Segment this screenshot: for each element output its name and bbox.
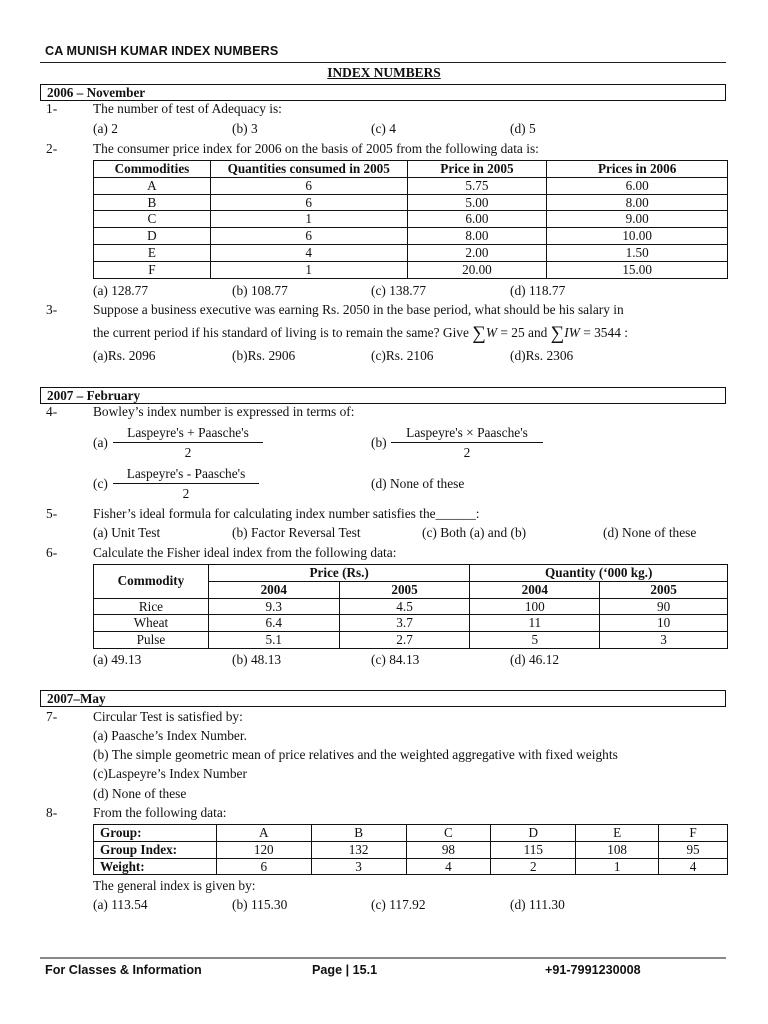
table-cell: 6 (210, 194, 407, 211)
table-cell: D (94, 228, 211, 245)
question-text: Fisher’s ideal formula for calculating index number satisfies the______: (93, 506, 480, 521)
table-row (94, 244, 728, 261)
sigma-symbol: ∑ (550, 323, 565, 344)
question-followup-text: The general index is given by: (93, 878, 256, 893)
table-row (94, 177, 728, 194)
table-cell: 3.7 (339, 615, 470, 632)
table-cell: Pulse (94, 632, 209, 649)
footer-info: For Classes & Information (45, 963, 202, 977)
question-number: 2- (46, 141, 58, 156)
table-cell: 15.00 (547, 261, 728, 278)
table-cell: Wheat (94, 615, 209, 632)
option-d: (d)Rs. 2306 (510, 348, 574, 363)
fraction-denominator: 2 (182, 486, 190, 501)
table-cell: 115 (491, 841, 576, 858)
option-d: (d) None of these (371, 476, 465, 491)
option-b: (b) 115.30 (232, 897, 288, 912)
table-header-cell: 2004 (208, 581, 339, 598)
page-header: CA MUNISH KUMAR INDEX NUMBERS (45, 44, 279, 58)
table-cell: A (94, 177, 211, 194)
option-a: (a) 49.13 (93, 652, 142, 667)
table-row (94, 632, 728, 649)
question-number: 3- (46, 302, 58, 317)
option-c: (c)Laspeyre’s Index Number (93, 766, 247, 781)
option-a-fraction (113, 425, 263, 461)
page-number: Page | 15.1 (312, 963, 378, 977)
header-divider (40, 62, 726, 63)
option-d: (d) None of these (603, 525, 697, 540)
question-number: 4- (46, 404, 58, 419)
question-text: The number of test of Adequacy is: (93, 101, 282, 116)
option-a: (a) 2 (93, 121, 118, 136)
group-index-table (93, 824, 728, 875)
formula-value: = 25 and (497, 325, 551, 340)
section-header-2007-february: 2007 – February (40, 387, 726, 404)
option-b: (b) The simple geometric mean of price relatives and the weighted aggregative with fixed weights (93, 747, 618, 762)
table-cell: 10 (600, 615, 728, 632)
table-cell: 9.00 (547, 211, 728, 228)
option-b: (b) Factor Reversal Test (232, 525, 361, 540)
table-header-row (94, 565, 728, 582)
table-cell: 1 (210, 211, 407, 228)
table-cell: C (94, 211, 211, 228)
option-d: (d) 5 (510, 121, 536, 136)
option-b-fraction (391, 425, 543, 461)
table-row (94, 841, 728, 858)
option-d: (d) None of these (93, 786, 187, 801)
table-cell: 20.00 (407, 261, 547, 278)
table-cell: 4.5 (339, 598, 470, 615)
option-a: (a)Rs. 2096 (93, 348, 156, 363)
option-b: (b) 108.77 (232, 283, 288, 298)
table-row (94, 858, 728, 875)
question-text: Bowley’s index number is expressed in terms of: (93, 404, 355, 419)
formula-variable: W (485, 325, 498, 340)
table-header-cell: Commodities (94, 161, 211, 178)
section-header-2007-may: 2007–May (40, 690, 726, 707)
fraction-denominator: 2 (463, 445, 471, 460)
table-cell: 1.50 (547, 244, 728, 261)
table-header-row (94, 161, 728, 178)
document-title-text: INDEX NUMBERS (327, 65, 441, 80)
option-d: (d) 111.30 (510, 897, 565, 912)
table-header-cell: 2005 (600, 581, 728, 598)
table-cell: 6.4 (208, 615, 339, 632)
fraction-numerator: Laspeyre's + Paasche's (113, 425, 263, 443)
table-cell: 5.75 (407, 177, 547, 194)
table-cell: B (311, 825, 406, 842)
table-cell: 4 (659, 858, 728, 875)
table-cell: C (406, 825, 491, 842)
table-cell: 90 (600, 598, 728, 615)
question-number: 5- (46, 506, 58, 521)
question-number: 1- (46, 101, 58, 116)
table-cell: 2.00 (407, 244, 547, 261)
table-cell: 8.00 (407, 228, 547, 245)
question-number: 8- (46, 805, 58, 820)
option-a: (a) 113.54 (93, 897, 148, 912)
table-cell: 6.00 (407, 211, 547, 228)
fisher-data-table (93, 564, 728, 649)
table-cell: 3 (600, 632, 728, 649)
table-header-cell: Quantities consumed in 2005 (210, 161, 407, 178)
fraction-numerator: Laspeyre's × Paasche's (391, 425, 543, 443)
table-cell: 4 (406, 858, 491, 875)
question-text-line2 (93, 323, 628, 344)
table-cell: Rice (94, 598, 209, 615)
table-cell: 2.7 (339, 632, 470, 649)
fraction-denominator: 2 (184, 445, 192, 460)
table-cell: 108 (576, 841, 659, 858)
option-d: (d) 46.12 (510, 652, 560, 667)
question-text: the current period if his standard of living is to remain the same? Give (93, 325, 469, 340)
option-c-label: (c) (93, 476, 108, 491)
table-cell: E (94, 244, 211, 261)
table-header-cell: Quantity (‘000 kg.) (470, 565, 728, 582)
fraction-numerator: Laspeyre's - Paasche's (113, 466, 259, 484)
table-header-cell: 2005 (339, 581, 470, 598)
table-cell: 2 (491, 858, 576, 875)
table-cell: F (94, 261, 211, 278)
sigma-symbol: ∑ (472, 323, 486, 344)
table-cell: D (491, 825, 576, 842)
table-row (94, 825, 728, 842)
consumption-table (93, 160, 728, 279)
table-header-cell: Price in 2005 (407, 161, 547, 178)
table-cell: B (94, 194, 211, 211)
footer-phone: +91-7991230008 (545, 963, 641, 977)
table-cell: 95 (659, 841, 728, 858)
option-d: (d) 118.77 (510, 283, 566, 298)
table-header-cell: Prices in 2006 (547, 161, 728, 178)
table-cell: 98 (406, 841, 491, 858)
option-c: (c) 4 (371, 121, 396, 136)
table-header-cell: Price (Rs.) (208, 565, 470, 582)
option-a: (a) Paasche’s Index Number. (93, 728, 247, 743)
table-cell: A (216, 825, 311, 842)
option-a-label: (a) (93, 435, 108, 450)
option-c: (c) 117.92 (371, 897, 426, 912)
question-text: From the following data: (93, 805, 227, 820)
option-b: (b) 3 (232, 121, 258, 136)
table-header-cell: 2004 (470, 581, 600, 598)
section-header-2006-november: 2006 – November (40, 84, 726, 101)
option-c: (c) 84.13 (371, 652, 420, 667)
option-b: (b) 48.13 (232, 652, 282, 667)
table-cell: 3 (311, 858, 406, 875)
option-a: (a) Unit Test (93, 525, 161, 540)
table-cell: 9.3 (208, 598, 339, 615)
table-cell: 10.00 (547, 228, 728, 245)
table-cell: 5.00 (407, 194, 547, 211)
option-c: (c) Both (a) and (b) (422, 525, 527, 540)
table-cell: 100 (470, 598, 600, 615)
footer-divider (40, 957, 726, 959)
table-cell: 11 (470, 615, 600, 632)
table-cell: 8.00 (547, 194, 728, 211)
table-row (94, 228, 728, 245)
table-row (94, 261, 728, 278)
table-cell: 6 (210, 228, 407, 245)
question-number: 7- (46, 709, 58, 724)
table-cell: 6.00 (547, 177, 728, 194)
question-text: The consumer price index for 2006 on the basis of 2005 from the following data is: (93, 141, 539, 156)
table-row (94, 211, 728, 228)
option-c: (c)Rs. 2106 (371, 348, 434, 363)
table-cell: 5 (470, 632, 600, 649)
formula-value: = 3544 : (579, 325, 628, 340)
table-cell: 120 (216, 841, 311, 858)
option-c-fraction (113, 466, 259, 502)
table-cell: 6 (216, 858, 311, 875)
question-number: 6- (46, 545, 58, 560)
table-cell: 4 (210, 244, 407, 261)
table-row (94, 598, 728, 615)
option-b-label: (b) (371, 435, 387, 450)
question-text: Calculate the Fisher ideal index from the following data: (93, 545, 397, 560)
question-text: Circular Test is satisfied by: (93, 709, 243, 724)
table-header-cell: Commodity (94, 565, 209, 599)
table-cell: 5.1 (208, 632, 339, 649)
table-cell: 6 (210, 177, 407, 194)
table-cell: E (576, 825, 659, 842)
option-b: (b)Rs. 2906 (232, 348, 296, 363)
table-row-label: Group: (94, 825, 217, 842)
table-cell: 1 (210, 261, 407, 278)
question-text-line1: Suppose a business executive was earning Rs. 2050 in the base period, what should be his salary in (93, 302, 624, 317)
option-c: (c) 138.77 (371, 283, 427, 298)
table-row (94, 194, 728, 211)
table-cell: 1 (576, 858, 659, 875)
table-cell: 132 (311, 841, 406, 858)
table-row-label: Group Index: (94, 841, 217, 858)
option-a: (a) 128.77 (93, 283, 149, 298)
table-cell: F (659, 825, 728, 842)
table-row (94, 615, 728, 632)
table-row-label: Weight: (94, 858, 217, 875)
formula-variable: IW (564, 325, 580, 340)
document-title (0, 65, 768, 81)
